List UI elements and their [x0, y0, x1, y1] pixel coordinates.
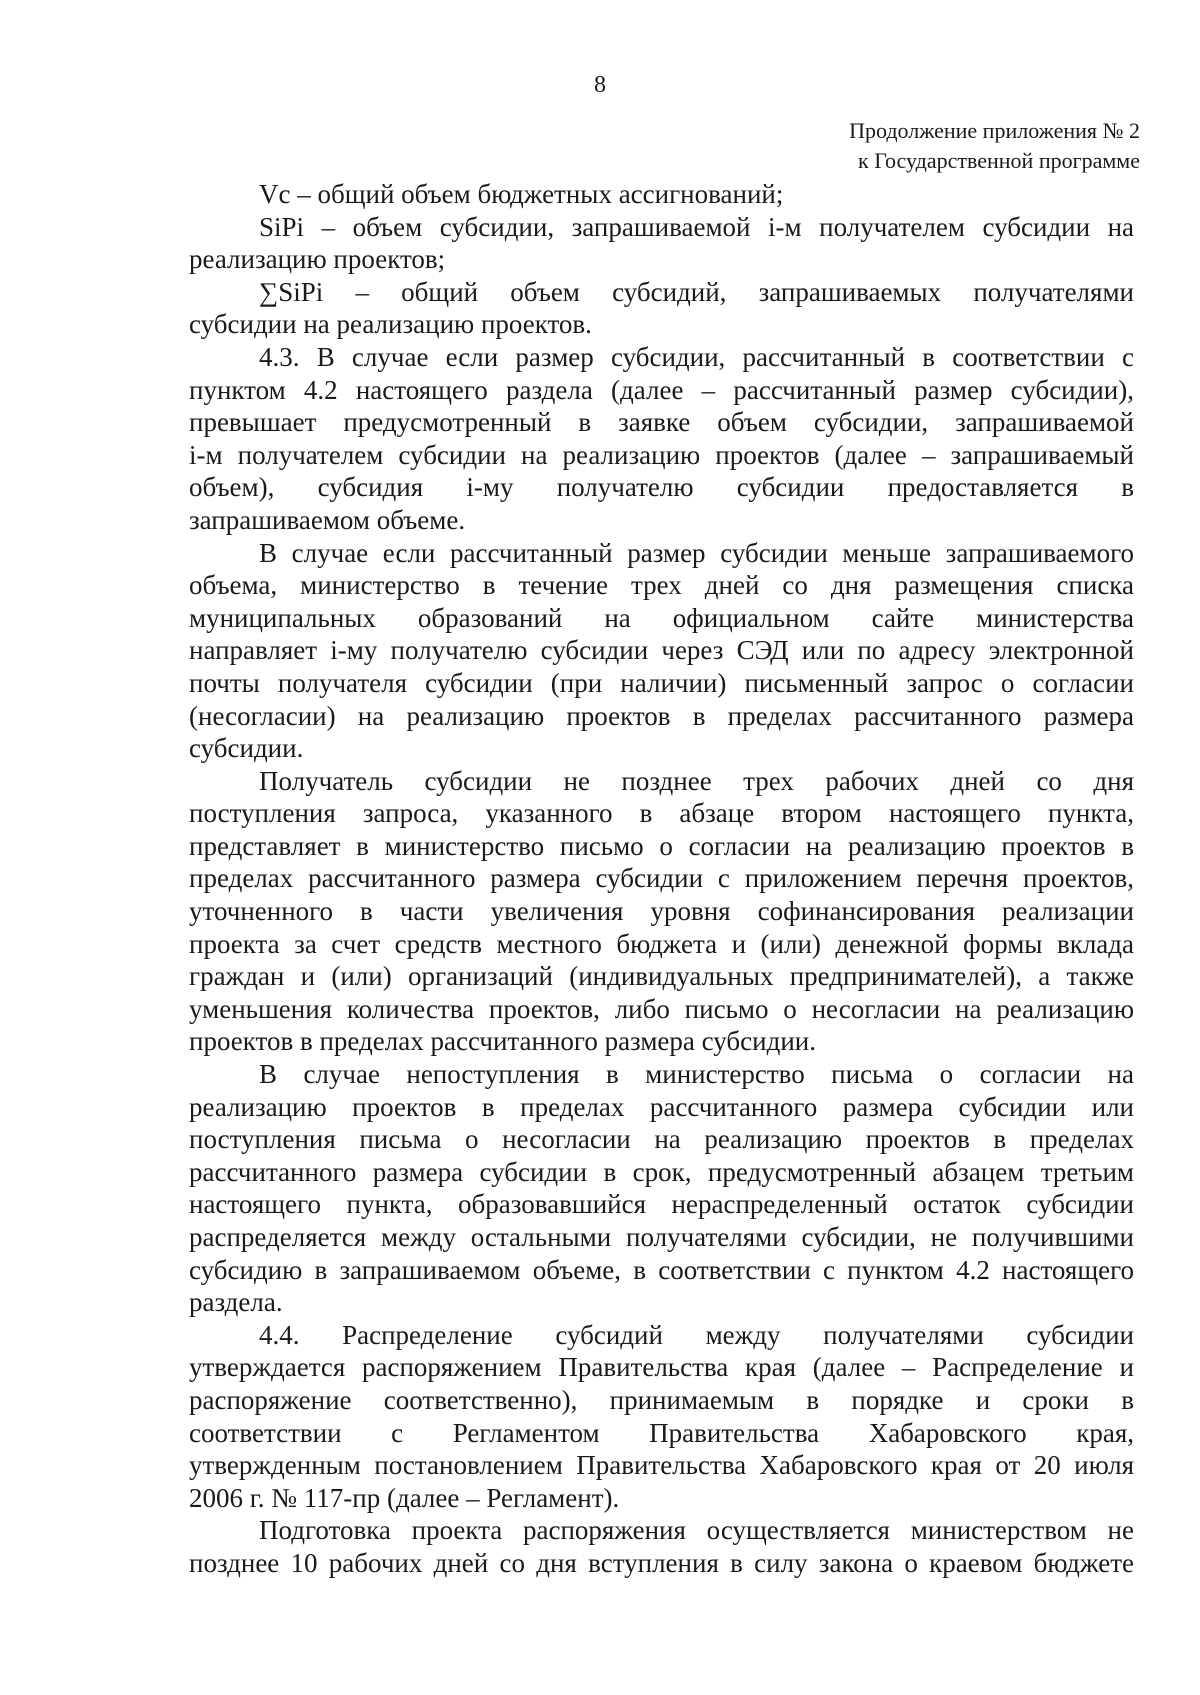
paragraph — [189, 341, 1134, 537]
text-line: 2006 г. № 117-пр (далее – Регламент). — [189, 1482, 620, 1513]
text-line: пределах рассчитанного размера субсидии с приложением перечня проектов, — [189, 863, 1134, 894]
text-line: субсидии. — [189, 733, 304, 764]
paragraph — [189, 1058, 1134, 1319]
text-line: направляет i-му получателю субсидии через СЭД или по адресу электронной — [189, 635, 1134, 666]
text-line: распределяется между остальными получателями субсидии, не получившими — [189, 1222, 1134, 1252]
paragraph — [189, 765, 1134, 1058]
text-line: (несогласии) на реализацию проектов в пределах рассчитанного размера — [189, 700, 1134, 731]
text-line: представляет в министерство письмо о согласии на реализацию проектов в — [189, 830, 1134, 861]
text-line: В случае непоступления в министерство письма о согласии на — [259, 1059, 1134, 1090]
text-line: соответствии с Регламентом Правительства Хабаровского края, — [189, 1417, 1134, 1448]
text-line: раздела. — [189, 1287, 283, 1318]
text-line: рассчитанного размера субсидии в срок, предусмотренный абзацем третьим — [189, 1156, 1134, 1187]
text-line: поступления запроса, указанного в абзаце втором настоящего пункта, — [189, 798, 1134, 829]
text-line: распоряжение соответственно), принимаемым в порядке и сроки в — [189, 1384, 1134, 1415]
page-number: 8 — [594, 72, 606, 98]
text-line: уточненного в части увеличения уровня софинансирования реализации — [189, 896, 1134, 927]
paragraph — [189, 178, 1134, 211]
text-line: утверждается распоряжением Правительства края (далее – Распределение и — [189, 1352, 1134, 1383]
text-line: запрашиваемом объеме. — [189, 504, 466, 535]
text-line: настоящего пункта, образовавшийся нераспределенный остаток субсидии — [189, 1189, 1134, 1220]
text-line: почты получателя субсидии (при наличии) письменный запрос о согласии — [189, 667, 1134, 698]
text-line: субсидии на реализацию проектов. — [189, 309, 592, 340]
paragraph — [189, 1319, 1134, 1515]
paragraph — [189, 537, 1134, 765]
text-line: уменьшения количества проектов, либо письмо о несогласии на реализацию — [189, 993, 1134, 1024]
text-line: В случае если рассчитанный размер субсидии меньше запрашиваемого — [259, 537, 1134, 568]
text-line: Vс – общий объем бюджетных ассигнований; — [259, 179, 784, 209]
text-line: граждан и (или) организаций (индивидуальных предпринимателей), а также — [189, 961, 1134, 992]
text-line: 4.3. В случае если размер субсидии, рассчитанный в соответствии с — [259, 341, 1134, 372]
text-line: муниципальных образований на официальном сайте министерства — [189, 602, 1134, 633]
text-line: превышает предусмотренный в заявке объем субсидии, запрашиваемой — [189, 407, 1134, 438]
header-line-1: Продолжение приложения № 2 — [849, 118, 1140, 143]
appendix-header-note — [849, 116, 1140, 176]
text-line: реализацию проектов; — [189, 244, 446, 275]
paragraph — [189, 276, 1134, 341]
text-line: объема, министерство в течение трех дней со дня размещения списка — [189, 570, 1134, 601]
text-line: объем), субсидия i-му получателю субсидии предоставляется в — [189, 472, 1134, 503]
text-line: субсидию в запрашиваемом объеме, в соответствии с пунктом 4.2 настоящего — [189, 1254, 1134, 1285]
text-line: проектов в пределах рассчитанного размера субсидии. — [189, 1026, 816, 1057]
text-line: i-м получателем субсидии на реализацию проектов (далее – запрашиваемый — [189, 439, 1134, 470]
text-line: поступления письма о несогласии на реализацию проектов в пределах — [189, 1124, 1134, 1155]
paragraph — [189, 211, 1134, 276]
text-line: позднее 10 рабочих дней со дня вступления в силу закона о краевом бюджете — [189, 1547, 1134, 1578]
text-line: реализацию проектов в пределах рассчитанного размера субсидии или — [189, 1091, 1134, 1122]
text-line: ∑SiPi – общий объем субсидий, запрашиваемых получателями — [259, 276, 1134, 307]
header-line-2: к Государственной программе — [858, 148, 1140, 173]
paragraph — [189, 1514, 1134, 1579]
text-line: 4.4. Распределение субсидий между получателями субсидии — [259, 1319, 1134, 1350]
text-line: Получатель субсидии не позднее трех рабочих дней со дня — [259, 765, 1134, 796]
text-line: утвержденным постановлением Правительства Хабаровского края от 20 июля — [189, 1450, 1134, 1481]
text-line: проекта за счет средств местного бюджета и (или) денежной формы вклада — [189, 928, 1134, 959]
document-body — [189, 178, 1134, 1580]
text-line: Подготовка проекта распоряжения осуществляется министерством не — [259, 1515, 1134, 1546]
text-line: SiPi – объем субсидии, запрашиваемой i-м получателем субсидии на — [259, 211, 1134, 242]
text-line: пунктом 4.2 настоящего раздела (далее – рассчитанный размер субсидии), — [189, 374, 1134, 405]
